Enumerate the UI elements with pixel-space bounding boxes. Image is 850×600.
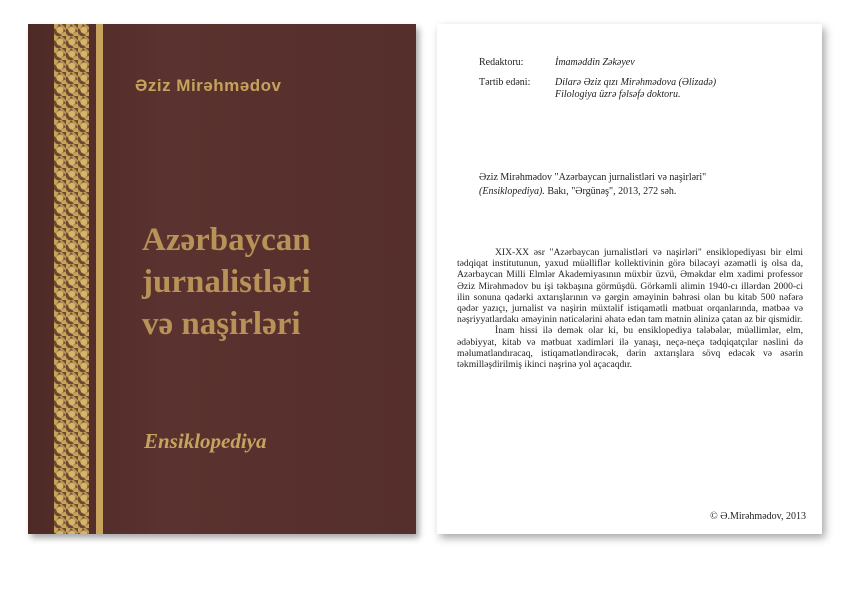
book-cover (28, 24, 416, 534)
abstract-paragraph: İnam hissi ilə demək olar ki, bu ensiklopediya tələbələr, müəllimlər, elm, ədəbiyyat, kitab və mətbuat xadimləri ilə yanaşı, neçə-neçə tədqiqatçılar nəslini də məlumatlandıracaq, istiqamətləndirəcək, dərin axtarışlara sövq edəcək və əsərin təkmilləşdirilmiş ikinci nəşrinə yol açacaqdır. (457, 325, 803, 371)
abstract (457, 247, 803, 370)
compiler-label: Tərtib edəni: (479, 77, 531, 88)
cover-gold-stripe (96, 24, 103, 534)
compiler-info (555, 77, 716, 101)
bibliographic-citation (479, 171, 799, 199)
cover-title (142, 219, 402, 345)
copyright: © Ə.Mirəhmədov, 2013 (710, 511, 806, 522)
compiler-row (479, 77, 716, 101)
citation-line: Əziz Mirəhmədov "Azərbaycan jurnalistləri və naşirləri" (479, 172, 707, 183)
cover-author: Əziz Mirəhmədov (135, 76, 282, 95)
citation-line-2 (479, 185, 799, 199)
compiler-name: Dilarə Əziz qızı Mirəhmədova (Əlizadə) (555, 77, 717, 88)
editor-label: Redaktoru: (479, 57, 524, 68)
cover-title-line: jurnalistləri (142, 264, 311, 300)
title-page (437, 24, 822, 534)
citation-rest: Bakı, "Ərgünəş", 2013, 272 səh. (544, 186, 677, 197)
cover-title-line: və naşirləri (142, 306, 301, 342)
citation-italic: (Ensiklopediya). (479, 186, 545, 197)
cover-ornament-band (54, 24, 89, 534)
cover-title-line: Azərbaycan (142, 222, 311, 258)
cover-subtitle: Ensiklopediya (144, 429, 267, 453)
compiler-title: Filologiya üzrə fəlsəfə doktoru. (555, 89, 681, 100)
editor-row (479, 57, 635, 69)
abstract-paragraph: XIX-XX əsr "Azərbaycan jurnalistləri və naşirləri" ensiklopediyası bir elmi tədqiqat institutunun, yaxud müəlliflər kollektivinin görə biləcəyi əzəmətli iş olsa da, Azərbaycan Milli Elmlər Akademiyasının müxbir üzvü, Əməkdar elm xadimi professor Əziz Mirəhmədov bu işi təkbaşına görmüşdü. Görkəmli alimin 1940-cı illərdən 2000-ci ilin sonuna qədərki axtarışlarının və gərgin əməyinin bəhrəsi olan bu kitab 500 nəfərə qədər yazıçı, jurnalist və naşirin müxtəlif istiqamətli mətbuat orqanlarında, mətbəə və nəşriyyatlardakı əməyinin nəticələrini əhatə edən tam mətnin əlinizə çatan az bir qismidir. (457, 247, 803, 326)
editor-name: İmaməddin Zəkəyev (555, 57, 635, 68)
